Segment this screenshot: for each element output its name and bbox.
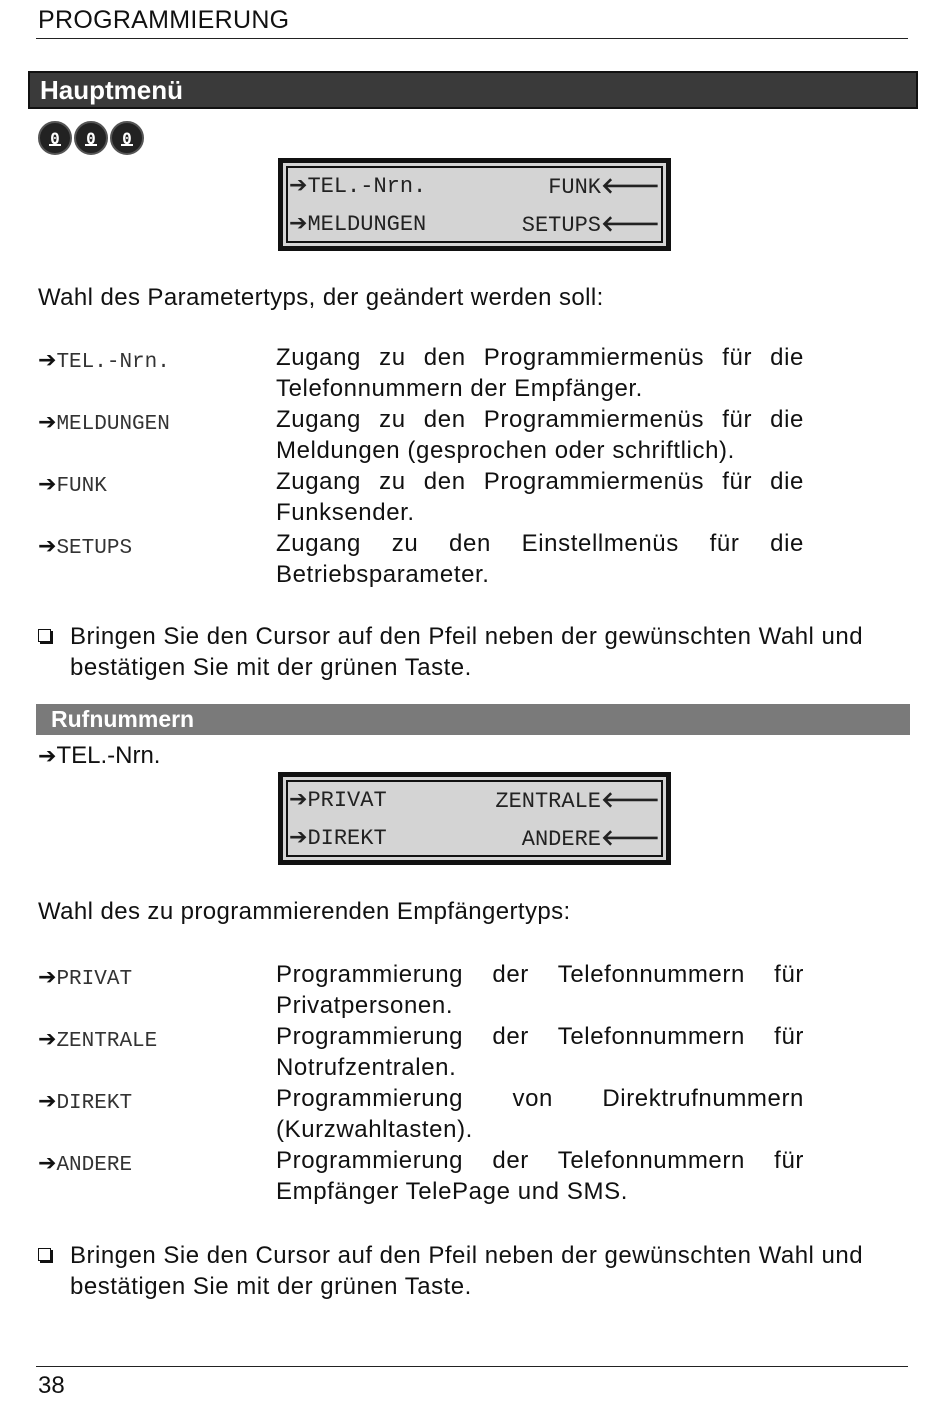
option-term: ZENTRALE [56, 1030, 158, 1053]
lcd-option: ➔DIREKT [289, 825, 387, 851]
option-list [38, 959, 808, 1207]
option-term: MELDUNGEN [56, 413, 170, 436]
checkbox-bullet-icon [38, 1248, 51, 1261]
lcd-option: ➔MELDUNGEN [289, 211, 427, 237]
arrow-right-icon: ➔ [38, 472, 57, 497]
lcd-option: ➔PRIVAT [289, 787, 387, 813]
key-zero-icon: 0 [38, 121, 72, 155]
option-row [38, 466, 808, 528]
option-description: Programmierung der Telefonnummern für Notrufzentralen. [276, 1023, 804, 1081]
option-term: TEL.-Nrn. [56, 351, 170, 374]
page-number: 38 [38, 1372, 65, 1399]
arrow-right-icon: ➔ [38, 410, 57, 435]
key-sequence [38, 121, 146, 155]
option-description: Zugang zu den Einstellmenüs für die Betriebsparameter. [276, 530, 804, 588]
lcd-option: ANDERE🡐 [521, 825, 660, 852]
option-row [38, 1083, 808, 1145]
intro-text: Wahl des Parametertyps, der geändert werden soll: [38, 284, 604, 311]
arrow-left-icon: 🡐 [601, 787, 660, 813]
intro-text: Wahl des zu programmierenden Empfängertyps: [38, 898, 571, 925]
option-description: Zugang zu den Programmiermenüs für die Meldungen (gesprochen oder schriftlich). [276, 406, 804, 464]
arrow-right-icon: ➔ [38, 1027, 57, 1052]
arrow-right-icon: ➔ [38, 534, 57, 559]
lcd-option: FUNK🡐 [548, 173, 660, 200]
arrow-left-icon: 🡐 [601, 825, 660, 851]
lcd-option: ➔TEL.-Nrn. [289, 173, 427, 199]
arrow-right-icon: ➔ [38, 744, 57, 769]
arrow-right-icon: ➔ [38, 965, 57, 990]
breadcrumb: ➔TEL.-Nrn. [38, 742, 161, 769]
option-row [38, 528, 808, 590]
instruction-bullet: Bringen Sie den Cursor auf den Pfeil neben der gewünschten Wahl und bestätigen Sie mit der grünen Taste. [38, 1240, 913, 1302]
key-zero-icon: 0 [110, 121, 144, 155]
option-term: ANDERE [56, 1154, 133, 1177]
arrow-right-icon: ➔ [289, 825, 308, 850]
option-term: SETUPS [56, 537, 133, 560]
option-term: FUNK [56, 475, 107, 498]
option-description: Programmierung von Direktrufnummern (Kurzwahltasten). [276, 1085, 804, 1143]
checkbox-bullet-icon [38, 629, 51, 642]
option-list [38, 342, 808, 590]
arrow-left-icon: 🡐 [601, 211, 660, 237]
lcd-display-main [278, 158, 671, 251]
subsection-title-bar [36, 704, 910, 735]
chapter-title: PROGRAMMIERUNG [38, 6, 290, 34]
arrow-right-icon: ➔ [38, 1089, 57, 1114]
option-row [38, 1145, 808, 1207]
arrow-right-icon: ➔ [289, 211, 308, 236]
section-title-bar [28, 71, 918, 109]
arrow-right-icon: ➔ [289, 173, 308, 198]
option-term: PRIVAT [56, 968, 133, 991]
lcd-option: ZENTRALE🡐 [495, 787, 660, 814]
lcd-display-rufnummern [278, 772, 671, 865]
arrow-left-icon: 🡐 [601, 173, 660, 199]
arrow-right-icon: ➔ [38, 1151, 57, 1176]
option-term: DIREKT [56, 1092, 133, 1115]
arrow-right-icon: ➔ [38, 348, 57, 373]
option-row [38, 1021, 808, 1083]
option-description: Programmierung der Telefonnummern für Empfänger TelePage und SMS. [276, 1147, 804, 1205]
option-row [38, 404, 808, 466]
option-description: Programmierung der Telefonnummern für Privatpersonen. [276, 961, 804, 1019]
key-zero-icon: 0 [74, 121, 108, 155]
arrow-right-icon: ➔ [289, 787, 308, 812]
option-row [38, 959, 808, 1021]
lcd-option: SETUPS🡐 [521, 211, 660, 238]
option-row [38, 342, 808, 404]
footer-rule [36, 1366, 908, 1367]
section-title: Hauptmenü [40, 75, 183, 105]
option-description: Zugang zu den Programmiermenüs für die Funksender. [276, 468, 804, 526]
header-rule [36, 38, 908, 39]
instruction-bullet: Bringen Sie den Cursor auf den Pfeil neben der gewünschten Wahl und bestätigen Sie mit der grünen Taste. [38, 621, 913, 683]
subsection-title: Rufnummern [51, 706, 195, 732]
option-description: Zugang zu den Programmiermenüs für die Telefonnummern der Empfänger. [276, 344, 804, 402]
